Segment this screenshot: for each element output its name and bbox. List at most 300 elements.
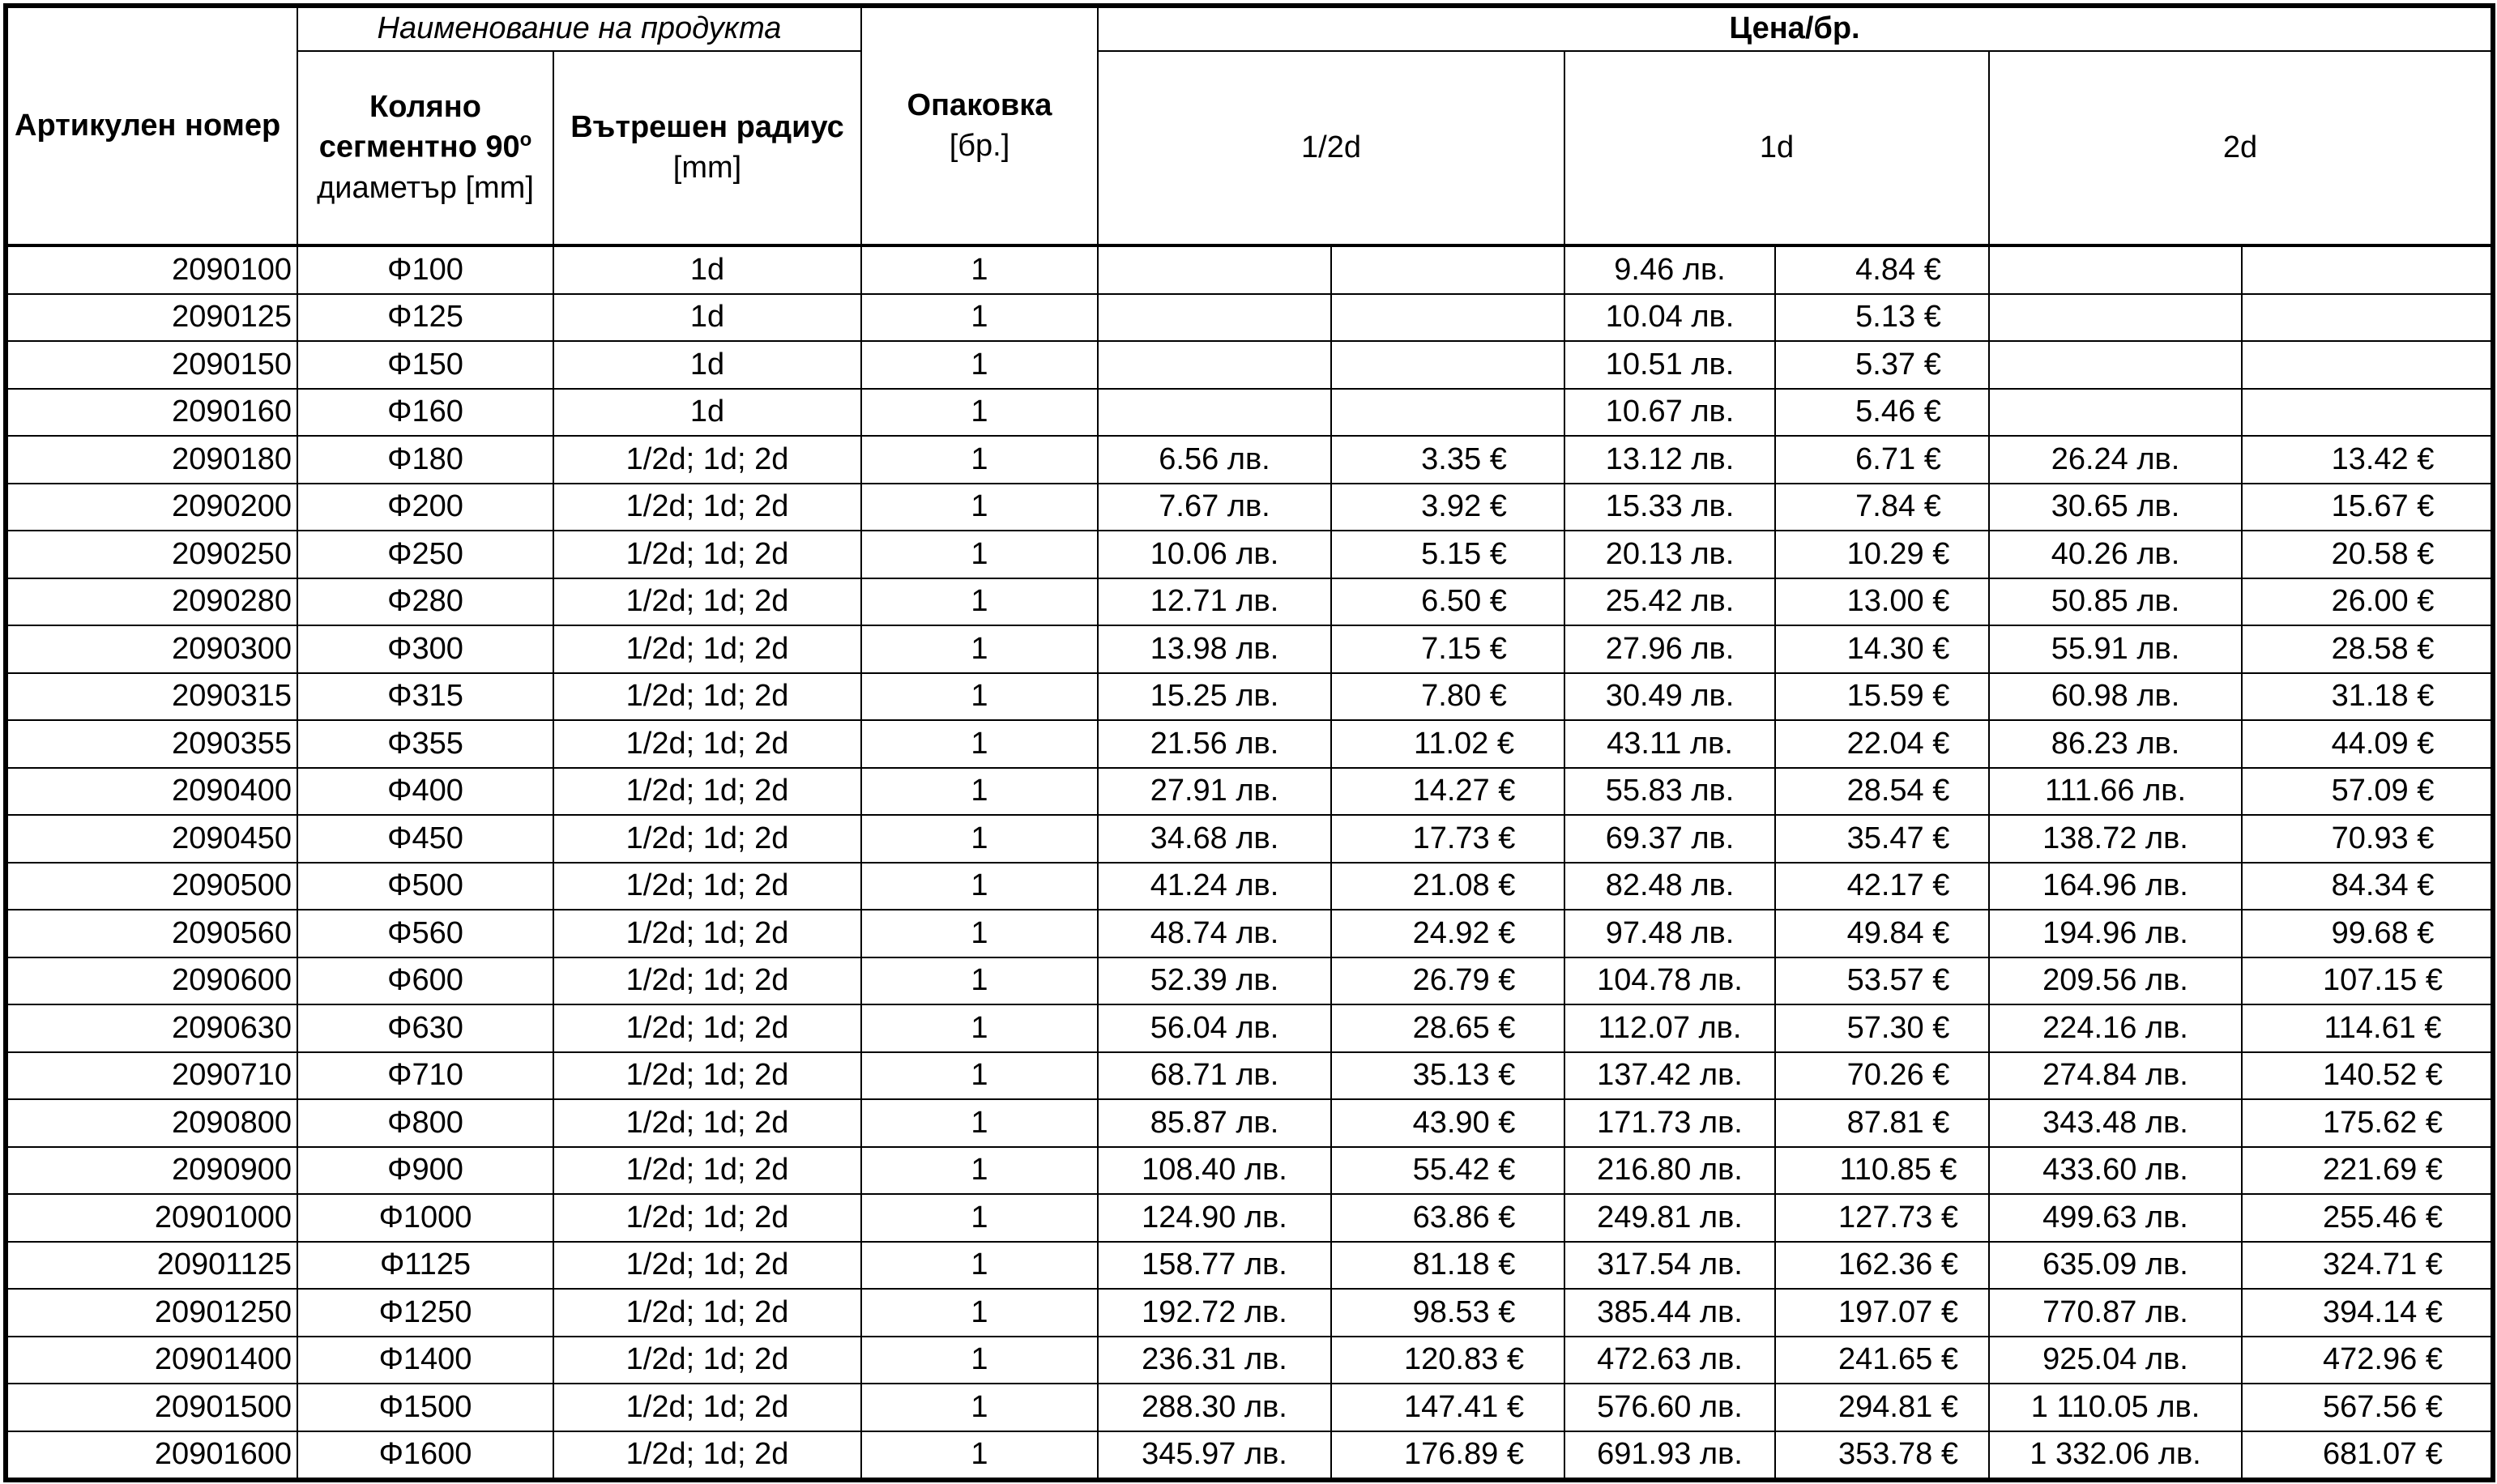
price-2d-bgn-cell: 274.84 лв.: [1989, 1052, 2242, 1100]
article-number-cell: 2090500: [6, 863, 297, 910]
diameter-cell: Φ400: [297, 768, 553, 816]
package-cell: 1: [861, 578, 1098, 626]
package-cell: 1: [861, 436, 1098, 484]
price-1d-eur-cell: 53.57 €: [1775, 957, 1989, 1005]
price-half-d-eur-cell: 3.35 €: [1331, 436, 1564, 484]
table-row: [6, 815, 2493, 863]
price-half-d-bgn-cell: 21.56 лв.: [1098, 720, 1331, 768]
table-row: [6, 294, 2493, 342]
article-number-cell: 2090450: [6, 815, 297, 863]
price-half-d-bgn-cell: 108.40 лв.: [1098, 1147, 1331, 1195]
table-row: [6, 1147, 2493, 1195]
price-half-d-bgn-cell: 15.25 лв.: [1098, 673, 1331, 721]
price-1d-bgn-cell: 112.07 лв.: [1564, 1004, 1775, 1052]
table-row: [6, 957, 2493, 1005]
price-2d-eur-cell: [2242, 389, 2493, 437]
price-2d-eur-cell: 175.62 €: [2242, 1099, 2493, 1147]
price-half-d-bgn-cell: 10.06 лв.: [1098, 531, 1331, 578]
price-2d-eur-cell: 472.96 €: [2242, 1337, 2493, 1384]
price-half-d-eur-cell: 7.15 €: [1331, 625, 1564, 673]
radius-cell: 1/2d; 1d; 2d: [553, 673, 861, 721]
price-half-d-eur-cell: 63.86 €: [1331, 1194, 1564, 1242]
article-number-cell: 2090280: [6, 578, 297, 626]
price-2d-bgn-cell: [1989, 389, 2242, 437]
radius-cell: 1/2d; 1d; 2d: [553, 910, 861, 957]
price-1d-bgn-cell: 25.42 лв.: [1564, 578, 1775, 626]
price-1d-eur-cell: 294.81 €: [1775, 1384, 1989, 1431]
elbow-diameter-header: [297, 51, 553, 245]
price-half-d-bgn-cell: 52.39 лв.: [1098, 957, 1331, 1005]
price-half-d-bgn-cell: 68.71 лв.: [1098, 1052, 1331, 1100]
radius-cell: 1/2d; 1d; 2d: [553, 625, 861, 673]
diameter-cell: Φ1600: [297, 1431, 553, 1481]
price-half-d-bgn-cell: 158.77 лв.: [1098, 1242, 1331, 1290]
price-half-d-bgn-cell: 345.97 лв.: [1098, 1431, 1331, 1481]
price-1d-eur-cell: 241.65 €: [1775, 1337, 1989, 1384]
table-row: [6, 1384, 2493, 1431]
price-half-d-eur-cell: 147.41 €: [1331, 1384, 1564, 1431]
price-1d-bgn-cell: 43.11 лв.: [1564, 720, 1775, 768]
price-1d-eur-cell: 13.00 €: [1775, 578, 1989, 626]
price-1d-bgn-cell: 20.13 лв.: [1564, 531, 1775, 578]
table-row: [6, 531, 2493, 578]
article-number-header: Артикулен номер: [6, 6, 297, 245]
package-cell: 1: [861, 1147, 1098, 1195]
header-row-2: [6, 51, 2493, 245]
table-row: [6, 673, 2493, 721]
price-table: [3, 3, 2495, 1482]
table-row: [6, 341, 2493, 389]
radius-cell: 1/2d; 1d; 2d: [553, 436, 861, 484]
price-1d-bgn-cell: 69.37 лв.: [1564, 815, 1775, 863]
price-half-d-eur-cell: 21.08 €: [1331, 863, 1564, 910]
inner-radius-header-unit: [mm]: [672, 150, 742, 185]
article-number-cell: 2090630: [6, 1004, 297, 1052]
price-2d-eur-cell: 255.46 €: [2242, 1194, 2493, 1242]
diameter-cell: Φ355: [297, 720, 553, 768]
price-1d-bgn-cell: 171.73 лв.: [1564, 1099, 1775, 1147]
price-2d-bgn-cell: 40.26 лв.: [1989, 531, 2242, 578]
radius-cell: 1/2d; 1d; 2d: [553, 1431, 861, 1481]
diameter-cell: Φ125: [297, 294, 553, 342]
radius-cell: 1/2d; 1d; 2d: [553, 578, 861, 626]
table-row: [6, 578, 2493, 626]
radius-cell: 1/2d; 1d; 2d: [553, 815, 861, 863]
price-1d-eur-cell: 4.84 €: [1775, 245, 1989, 294]
table-row: [6, 389, 2493, 437]
diameter-cell: Φ710: [297, 1052, 553, 1100]
price-2d-eur-cell: 57.09 €: [2242, 768, 2493, 816]
radius-cell: 1/2d; 1d; 2d: [553, 1099, 861, 1147]
price-1d-eur-cell: 35.47 €: [1775, 815, 1989, 863]
price-1d-eur-cell: 57.30 €: [1775, 1004, 1989, 1052]
price-2d-bgn-cell: 86.23 лв.: [1989, 720, 2242, 768]
price-2d-eur-cell: 26.00 €: [2242, 578, 2493, 626]
price-half-d-bgn-cell: 13.98 лв.: [1098, 625, 1331, 673]
price-half-d-eur-cell: [1331, 245, 1564, 294]
price-1d-bgn-cell: 30.49 лв.: [1564, 673, 1775, 721]
package-cell: 1: [861, 1431, 1098, 1481]
price-half-d-eur-cell: 43.90 €: [1331, 1099, 1564, 1147]
price-1d-eur-cell: 10.29 €: [1775, 531, 1989, 578]
price-2d-eur-cell: 567.56 €: [2242, 1384, 2493, 1431]
price-1d-eur-cell: 14.30 €: [1775, 625, 1989, 673]
price-2d-bgn-cell: 111.66 лв.: [1989, 768, 2242, 816]
price-1d-eur-cell: 162.36 €: [1775, 1242, 1989, 1290]
price-2d-bgn-cell: 209.56 лв.: [1989, 957, 2242, 1005]
article-number-cell: 2090560: [6, 910, 297, 957]
price-2d-bgn-cell: 433.60 лв.: [1989, 1147, 2242, 1195]
package-cell: 1: [861, 910, 1098, 957]
table-row: [6, 1337, 2493, 1384]
price-half-d-bgn-cell: 288.30 лв.: [1098, 1384, 1331, 1431]
price-half-d-bgn-cell: 12.71 лв.: [1098, 578, 1331, 626]
article-number-cell: 20901600: [6, 1431, 297, 1481]
price-2d-bgn-cell: 138.72 лв.: [1989, 815, 2242, 863]
article-number-cell: 20901250: [6, 1289, 297, 1337]
package-cell: 1: [861, 815, 1098, 863]
package-cell: 1: [861, 1289, 1098, 1337]
article-number-cell: 2090315: [6, 673, 297, 721]
price-1d-bgn-cell: 15.33 лв.: [1564, 484, 1775, 531]
article-number-cell: 2090600: [6, 957, 297, 1005]
diameter-cell: Φ150: [297, 341, 553, 389]
article-number-cell: 2090300: [6, 625, 297, 673]
price-half-d-eur-cell: 28.65 €: [1331, 1004, 1564, 1052]
price-2d-bgn-cell: 343.48 лв.: [1989, 1099, 2242, 1147]
diameter-cell: Φ1500: [297, 1384, 553, 1431]
diameter-cell: Φ160: [297, 389, 553, 437]
article-number-cell: 2090900: [6, 1147, 297, 1195]
price-half-d-bgn-cell: [1098, 389, 1331, 437]
price-2d-bgn-cell: [1989, 341, 2242, 389]
table-row: [6, 768, 2493, 816]
package-cell: 1: [861, 484, 1098, 531]
package-cell: 1: [861, 1194, 1098, 1242]
diameter-cell: Φ1400: [297, 1337, 553, 1384]
price-half-d-eur-cell: [1331, 341, 1564, 389]
price-2d-bgn-cell: 1 332.06 лв.: [1989, 1431, 2242, 1481]
radius-cell: 1/2d; 1d; 2d: [553, 1004, 861, 1052]
price-2d-bgn-cell: 26.24 лв.: [1989, 436, 2242, 484]
article-number-cell: 2090180: [6, 436, 297, 484]
price-1d-bgn-cell: 10.51 лв.: [1564, 341, 1775, 389]
table-row: [6, 245, 2493, 294]
price-2d-eur-cell: 681.07 €: [2242, 1431, 2493, 1481]
radius-cell: 1/2d; 1d; 2d: [553, 1337, 861, 1384]
price-2d-eur-cell: 324.71 €: [2242, 1242, 2493, 1290]
price-2d-bgn-cell: 164.96 лв.: [1989, 863, 2242, 910]
price-2d-eur-cell: [2242, 245, 2493, 294]
diameter-cell: Φ800: [297, 1099, 553, 1147]
package-cell: 1: [861, 294, 1098, 342]
diameter-cell: Φ280: [297, 578, 553, 626]
price-2d-eur-cell: 13.42 €: [2242, 436, 2493, 484]
diameter-cell: Φ100: [297, 245, 553, 294]
diameter-cell: Φ1000: [297, 1194, 553, 1242]
price-1d-eur-cell: 70.26 €: [1775, 1052, 1989, 1100]
price-1d-eur-cell: 197.07 €: [1775, 1289, 1989, 1337]
price-1d-bgn-cell: 10.04 лв.: [1564, 294, 1775, 342]
price-half-d-bgn-cell: 124.90 лв.: [1098, 1194, 1331, 1242]
price-half-d-eur-cell: 5.15 €: [1331, 531, 1564, 578]
price-1d-bgn-cell: 216.80 лв.: [1564, 1147, 1775, 1195]
price-half-d-eur-cell: 7.80 €: [1331, 673, 1564, 721]
price-half-d-eur-cell: 81.18 €: [1331, 1242, 1564, 1290]
price-group-half-d: 1/2d: [1098, 51, 1564, 245]
price-1d-bgn-cell: 55.83 лв.: [1564, 768, 1775, 816]
package-cell: 1: [861, 1242, 1098, 1290]
article-number-cell: 2090355: [6, 720, 297, 768]
price-1d-bgn-cell: 249.81 лв.: [1564, 1194, 1775, 1242]
price-1d-eur-cell: 28.54 €: [1775, 768, 1989, 816]
price-1d-bgn-cell: 82.48 лв.: [1564, 863, 1775, 910]
radius-cell: 1/2d; 1d; 2d: [553, 1052, 861, 1100]
price-1d-bgn-cell: 9.46 лв.: [1564, 245, 1775, 294]
price-2d-eur-cell: 394.14 €: [2242, 1289, 2493, 1337]
price-1d-bgn-cell: 13.12 лв.: [1564, 436, 1775, 484]
inner-radius-header-title: Вътрешен радиус: [570, 110, 844, 145]
price-1d-eur-cell: 7.84 €: [1775, 484, 1989, 531]
price-half-d-bgn-cell: 192.72 лв.: [1098, 1289, 1331, 1337]
radius-cell: 1d: [553, 341, 861, 389]
radius-cell: 1/2d; 1d; 2d: [553, 863, 861, 910]
elbow-header-unit: диаметър [mm]: [317, 170, 534, 205]
table-row: [6, 625, 2493, 673]
article-number-cell: 2090150: [6, 341, 297, 389]
price-half-d-bgn-cell: [1098, 294, 1331, 342]
package-cell: 1: [861, 1099, 1098, 1147]
price-1d-eur-cell: 49.84 €: [1775, 910, 1989, 957]
article-number-cell: 2090125: [6, 294, 297, 342]
price-1d-bgn-cell: 385.44 лв.: [1564, 1289, 1775, 1337]
diameter-cell: Φ1250: [297, 1289, 553, 1337]
price-2d-eur-cell: 31.18 €: [2242, 673, 2493, 721]
package-cell: 1: [861, 768, 1098, 816]
inner-radius-header: [553, 51, 861, 245]
diameter-cell: Φ560: [297, 910, 553, 957]
price-half-d-eur-cell: 120.83 €: [1331, 1337, 1564, 1384]
degree-sign: o: [519, 129, 532, 151]
table-header: [6, 6, 2493, 245]
elbow-header-title: [298, 87, 553, 168]
price-1d-eur-cell: 15.59 €: [1775, 673, 1989, 721]
radius-cell: 1/2d; 1d; 2d: [553, 1242, 861, 1290]
price-2d-bgn-cell: 50.85 лв.: [1989, 578, 2242, 626]
package-cell: 1: [861, 389, 1098, 437]
diameter-cell: Φ315: [297, 673, 553, 721]
package-cell: 1: [861, 957, 1098, 1005]
price-2d-bgn-cell: 55.91 лв.: [1989, 625, 2242, 673]
price-1d-eur-cell: 353.78 €: [1775, 1431, 1989, 1481]
price-2d-bgn-cell: 770.87 лв.: [1989, 1289, 2242, 1337]
package-cell: 1: [861, 625, 1098, 673]
price-2d-eur-cell: 140.52 €: [2242, 1052, 2493, 1100]
package-cell: 1: [861, 863, 1098, 910]
article-number-cell: 2090400: [6, 768, 297, 816]
price-2d-bgn-cell: 224.16 лв.: [1989, 1004, 2242, 1052]
header-row-1: [6, 6, 2493, 51]
table-row: [6, 720, 2493, 768]
radius-cell: 1/2d; 1d; 2d: [553, 768, 861, 816]
price-half-d-bgn-cell: 56.04 лв.: [1098, 1004, 1331, 1052]
price-1d-eur-cell: 5.46 €: [1775, 389, 1989, 437]
price-1d-bgn-cell: 317.54 лв.: [1564, 1242, 1775, 1290]
price-half-d-eur-cell: [1331, 294, 1564, 342]
price-2d-bgn-cell: 635.09 лв.: [1989, 1242, 2242, 1290]
package-header-title: Опаковка: [907, 88, 1052, 123]
diameter-cell: Φ300: [297, 625, 553, 673]
radius-cell: 1/2d; 1d; 2d: [553, 1194, 861, 1242]
table-row: [6, 1194, 2493, 1242]
article-number-cell: 2090200: [6, 484, 297, 531]
table-row: [6, 1242, 2493, 1290]
radius-cell: 1/2d; 1d; 2d: [553, 957, 861, 1005]
article-number-cell: 2090800: [6, 1099, 297, 1147]
price-half-d-eur-cell: 6.50 €: [1331, 578, 1564, 626]
price-2d-eur-cell: 221.69 €: [2242, 1147, 2493, 1195]
table-row: [6, 1431, 2493, 1481]
price-1d-eur-cell: 5.13 €: [1775, 294, 1989, 342]
price-1d-eur-cell: 6.71 €: [1775, 436, 1989, 484]
table-row: [6, 1099, 2493, 1147]
article-number-cell: 2090710: [6, 1052, 297, 1100]
table-row: [6, 863, 2493, 910]
table-row: [6, 484, 2493, 531]
table-row: [6, 436, 2493, 484]
price-half-d-bgn-cell: 27.91 лв.: [1098, 768, 1331, 816]
price-half-d-bgn-cell: 48.74 лв.: [1098, 910, 1331, 957]
price-2d-eur-cell: 99.68 €: [2242, 910, 2493, 957]
price-half-d-bgn-cell: 34.68 лв.: [1098, 815, 1331, 863]
price-1d-bgn-cell: 137.42 лв.: [1564, 1052, 1775, 1100]
package-cell: 1: [861, 1004, 1098, 1052]
article-number-cell: 2090160: [6, 389, 297, 437]
package-cell: 1: [861, 1052, 1098, 1100]
price-1d-bgn-cell: 576.60 лв.: [1564, 1384, 1775, 1431]
table-body: [6, 245, 2493, 1480]
table-row: [6, 1004, 2493, 1052]
price-2d-eur-cell: 44.09 €: [2242, 720, 2493, 768]
diameter-cell: Φ200: [297, 484, 553, 531]
price-1d-eur-cell: 22.04 €: [1775, 720, 1989, 768]
price-half-d-eur-cell: 3.92 €: [1331, 484, 1564, 531]
price-1d-eur-cell: 127.73 €: [1775, 1194, 1989, 1242]
price-2d-bgn-cell: 925.04 лв.: [1989, 1337, 2242, 1384]
price-half-d-bgn-cell: [1098, 341, 1331, 389]
diameter-cell: Φ450: [297, 815, 553, 863]
radius-cell: 1/2d; 1d; 2d: [553, 531, 861, 578]
package-cell: 1: [861, 1384, 1098, 1431]
radius-cell: 1d: [553, 245, 861, 294]
article-number-cell: 20901125: [6, 1242, 297, 1290]
package-header: [861, 6, 1098, 245]
package-cell: 1: [861, 720, 1098, 768]
price-half-d-eur-cell: [1331, 389, 1564, 437]
diameter-cell: Φ600: [297, 957, 553, 1005]
price-half-d-eur-cell: 35.13 €: [1331, 1052, 1564, 1100]
table-row: [6, 1052, 2493, 1100]
price-2d-eur-cell: 28.58 €: [2242, 625, 2493, 673]
price-half-d-eur-cell: 176.89 €: [1331, 1431, 1564, 1481]
diameter-cell: Φ250: [297, 531, 553, 578]
price-half-d-bgn-cell: 6.56 лв.: [1098, 436, 1331, 484]
price-1d-bgn-cell: 27.96 лв.: [1564, 625, 1775, 673]
price-half-d-bgn-cell: 85.87 лв.: [1098, 1099, 1331, 1147]
price-group-2d: 2d: [1989, 51, 2493, 245]
price-half-d-eur-cell: 98.53 €: [1331, 1289, 1564, 1337]
package-cell: 1: [861, 245, 1098, 294]
radius-cell: 1/2d; 1d; 2d: [553, 1384, 861, 1431]
package-cell: 1: [861, 1337, 1098, 1384]
price-2d-bgn-cell: 194.96 лв.: [1989, 910, 2242, 957]
elbow-header-text: Коляно сегментно 90: [318, 90, 520, 165]
package-cell: 1: [861, 341, 1098, 389]
radius-cell: 1/2d; 1d; 2d: [553, 484, 861, 531]
radius-cell: 1/2d; 1d; 2d: [553, 1147, 861, 1195]
price-1d-eur-cell: 110.85 €: [1775, 1147, 1989, 1195]
price-half-d-bgn-cell: 7.67 лв.: [1098, 484, 1331, 531]
price-1d-bgn-cell: 97.48 лв.: [1564, 910, 1775, 957]
price-2d-bgn-cell: 60.98 лв.: [1989, 673, 2242, 721]
price-half-d-eur-cell: 24.92 €: [1331, 910, 1564, 957]
price-half-d-eur-cell: 11.02 €: [1331, 720, 1564, 768]
price-half-d-bgn-cell: 41.24 лв.: [1098, 863, 1331, 910]
article-number-cell: 20901400: [6, 1337, 297, 1384]
package-header-unit: [бр.]: [949, 128, 1010, 163]
article-number-cell: 20901000: [6, 1194, 297, 1242]
price-half-d-eur-cell: 14.27 €: [1331, 768, 1564, 816]
diameter-cell: Φ180: [297, 436, 553, 484]
radius-cell: 1/2d; 1d; 2d: [553, 720, 861, 768]
price-2d-eur-cell: 84.34 €: [2242, 863, 2493, 910]
package-cell: 1: [861, 673, 1098, 721]
price-half-d-eur-cell: 26.79 €: [1331, 957, 1564, 1005]
price-1d-eur-cell: 5.37 €: [1775, 341, 1989, 389]
article-number-cell: 2090100: [6, 245, 297, 294]
diameter-cell: Φ1125: [297, 1242, 553, 1290]
price-2d-eur-cell: 70.93 €: [2242, 815, 2493, 863]
price-half-d-bgn-cell: 236.31 лв.: [1098, 1337, 1331, 1384]
table-row: [6, 1289, 2493, 1337]
price-half-d-eur-cell: 55.42 €: [1331, 1147, 1564, 1195]
diameter-cell: Φ500: [297, 863, 553, 910]
price-per-piece-header: Цена/бр.: [1098, 6, 2493, 51]
price-2d-bgn-cell: 1 110.05 лв.: [1989, 1384, 2242, 1431]
price-group-1d: 1d: [1564, 51, 1989, 245]
price-table-container: [3, 3, 2495, 1482]
price-2d-eur-cell: 107.15 €: [2242, 957, 2493, 1005]
price-2d-bgn-cell: 499.63 лв.: [1989, 1194, 2242, 1242]
table-row: [6, 910, 2493, 957]
price-2d-bgn-cell: [1989, 294, 2242, 342]
product-name-header: Наименование на продукта: [297, 6, 861, 51]
price-half-d-bgn-cell: [1098, 245, 1331, 294]
package-cell: 1: [861, 531, 1098, 578]
price-1d-bgn-cell: 10.67 лв.: [1564, 389, 1775, 437]
article-number-cell: 2090250: [6, 531, 297, 578]
price-2d-eur-cell: 15.67 €: [2242, 484, 2493, 531]
price-2d-eur-cell: [2242, 294, 2493, 342]
price-1d-eur-cell: 42.17 €: [1775, 863, 1989, 910]
price-2d-eur-cell: 20.58 €: [2242, 531, 2493, 578]
price-2d-eur-cell: [2242, 341, 2493, 389]
price-1d-bgn-cell: 472.63 лв.: [1564, 1337, 1775, 1384]
price-1d-bgn-cell: 691.93 лв.: [1564, 1431, 1775, 1481]
price-1d-eur-cell: 87.81 €: [1775, 1099, 1989, 1147]
price-2d-bgn-cell: 30.65 лв.: [1989, 484, 2242, 531]
radius-cell: 1d: [553, 389, 861, 437]
